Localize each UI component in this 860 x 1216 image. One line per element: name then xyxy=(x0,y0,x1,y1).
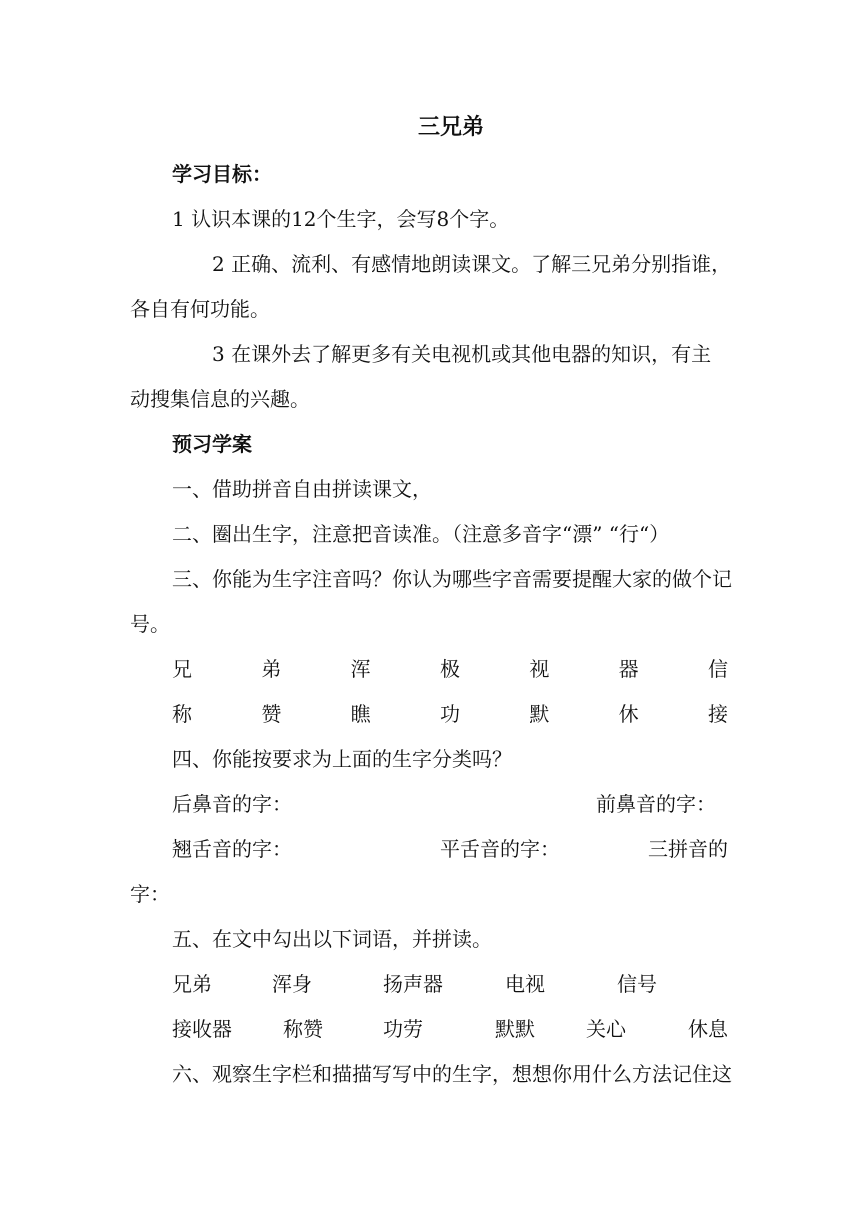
word: 浑身 xyxy=(272,972,312,996)
character: 功 xyxy=(439,702,460,726)
item-4: 四、你能按要求为上面的生字分类吗？ xyxy=(172,747,512,771)
item-2: 二、圈出生字，注意把音读准。（注意多音字“漂” “行“） xyxy=(172,522,670,546)
character: 接 xyxy=(707,702,728,726)
word: 默默 xyxy=(495,1017,535,1041)
character-row-2 xyxy=(172,700,728,728)
character: 瞧 xyxy=(350,702,371,726)
character: 极 xyxy=(439,657,460,681)
word: 接收器 xyxy=(172,1017,232,1041)
character: 器 xyxy=(618,657,639,681)
word: 兄弟 xyxy=(172,972,212,996)
page-title: 三兄弟 xyxy=(418,115,485,140)
word: 休息 xyxy=(688,1017,728,1041)
word: 电视 xyxy=(505,972,545,996)
character-row-1 xyxy=(172,655,728,683)
character: 视 xyxy=(529,657,550,681)
preview-heading: 预习学案 xyxy=(172,432,252,456)
character: 默 xyxy=(529,702,550,726)
front-nasal-label: 前鼻音的字： xyxy=(596,792,716,816)
three-spell-label: 三拼音的 xyxy=(648,837,728,861)
retroflex-label: 翘舌音的字： xyxy=(172,837,292,861)
word: 功劳 xyxy=(383,1017,423,1041)
character: 赞 xyxy=(261,702,282,726)
item-5: 五、在文中勾出以下词语，并拼读。 xyxy=(172,927,492,951)
word: 信号 xyxy=(617,972,657,996)
item-3-line-1: 三、你能为生字注音吗？你认为哪些字音需要提醒大家的做个记 xyxy=(172,567,732,591)
three-spell-label-wrap: 字： xyxy=(130,882,170,906)
word: 扬声器 xyxy=(383,972,443,996)
item-3-line-2: 号。 xyxy=(130,612,170,636)
character: 弟 xyxy=(261,657,282,681)
goal-2-line-2: 各自有何功能。 xyxy=(130,297,270,321)
back-nasal-label: 后鼻音的字： xyxy=(172,792,292,816)
character: 休 xyxy=(618,702,639,726)
word: 关心 xyxy=(586,1017,626,1041)
word: 称赞 xyxy=(283,1017,323,1041)
character: 信 xyxy=(707,657,728,681)
goal-3-line-2: 动搜集信息的兴趣。 xyxy=(130,387,310,411)
character: 浑 xyxy=(350,657,371,681)
goal-3-line-1: 3 在课外去了解更多有关电视机或其他电器的知识，有主 xyxy=(212,342,712,366)
goal-2-line-1: 2 正确、流利、有感情地朗读课文。了解三兄弟分别指谁， xyxy=(212,252,732,276)
flat-tongue-label: 平舌音的字： xyxy=(440,837,560,861)
goals-heading: 学习目标： xyxy=(172,162,272,186)
goal-1: 1 认识本课的12个生字，会写8个字。 xyxy=(172,207,510,231)
character: 兄 xyxy=(172,657,192,681)
item-6: 六、观察生字栏和描描写写中的生字，想想你用什么方法记住这 xyxy=(172,1062,732,1086)
item-1: 一、借助拼音自由拼读课文， xyxy=(172,477,432,501)
character: 称 xyxy=(172,702,192,726)
